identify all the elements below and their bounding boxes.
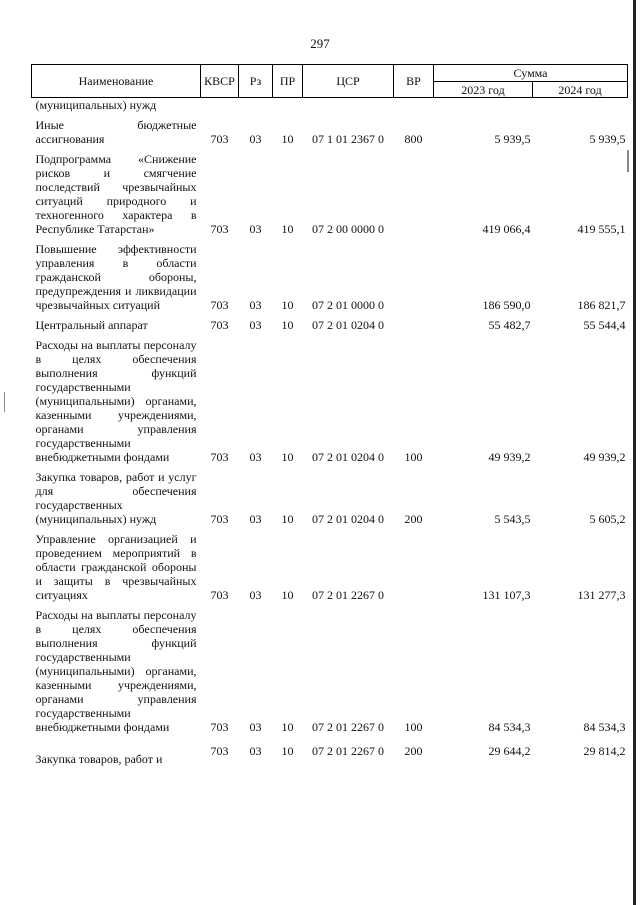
row-rz: 03 — [249, 743, 262, 758]
header-2023: 2023 год — [434, 82, 533, 98]
row-sum-2024: 84 534,3 — [583, 719, 626, 734]
row-csr: 07 2 01 2267 0 — [312, 743, 384, 758]
row-kvsr: 703 — [210, 297, 229, 312]
row-rz: 03 — [249, 297, 262, 312]
row-vr — [394, 316, 434, 336]
row-sum-2024: 5 605,2 — [589, 511, 626, 526]
row-pr: 10 — [281, 297, 294, 312]
table-row — [32, 98, 628, 116]
row-rz: 03 — [249, 511, 262, 526]
row-kvsr — [201, 98, 239, 116]
row-vr — [394, 150, 434, 240]
header-kvsr: КВСР — [201, 65, 239, 98]
row-sum-2023: 5 543,5 — [494, 511, 531, 526]
row-sum-2023: 419 066,4 — [482, 221, 531, 236]
row-kvsr: 703 — [210, 743, 229, 758]
header-2024: 2024 год — [533, 82, 628, 98]
row-rz: 03 — [249, 719, 262, 734]
row-name: Центральный аппарат — [35, 317, 148, 332]
table-row — [32, 316, 628, 336]
row-sum-2024: 419 555,1 — [577, 221, 626, 236]
row-csr: 07 2 01 0204 0 — [312, 449, 384, 464]
row-vr — [394, 98, 434, 116]
row-csr: 07 2 00 0000 0 — [312, 221, 384, 236]
row-csr: 07 2 01 0204 0 — [312, 511, 384, 526]
row-kvsr: 703 — [210, 587, 229, 602]
row-sum-2023: 131 107,3 — [482, 587, 531, 602]
row-vr: 100 — [404, 449, 423, 464]
row-pr: 10 — [281, 131, 294, 146]
row-vr: 100 — [404, 719, 423, 734]
row-vr — [394, 240, 434, 316]
row-vr: 800 — [404, 131, 423, 146]
row-rz: 03 — [249, 587, 262, 602]
row-kvsr: 703 — [210, 511, 229, 526]
row-pr: 10 — [281, 719, 294, 734]
header-csr: ЦСР — [303, 65, 394, 98]
row-rz — [239, 98, 273, 116]
row-pr — [273, 98, 303, 116]
row-pr: 10 — [281, 221, 294, 236]
row-kvsr: 703 — [210, 719, 229, 734]
row-sum-2024: 131 277,3 — [577, 587, 626, 602]
row-kvsr: 703 — [210, 317, 229, 332]
row-kvsr: 703 — [210, 221, 229, 236]
table-row — [32, 336, 628, 468]
row-sum-2024: 55 544,4 — [583, 317, 626, 332]
row-csr — [303, 98, 394, 116]
row-vr: 200 — [404, 743, 423, 758]
row-rz: 03 — [249, 449, 262, 464]
row-sum-2023: 29 644,2 — [488, 743, 531, 758]
row-name: Расходы на выплаты персоналу в целях обеспечения выполнения функций государственными (муниципальными) органами, казенными учреждениями, органами управления государственными внебюджетными фондами — [35, 337, 197, 464]
row-csr: 07 2 01 2267 0 — [312, 719, 384, 734]
table-row — [32, 738, 628, 770]
row-rz: 03 — [249, 221, 262, 236]
table-row — [32, 240, 628, 316]
header-sum: Сумма — [434, 65, 628, 82]
header-vr: ВР — [394, 65, 434, 98]
row-sum-2024: 29 814,2 — [583, 743, 626, 758]
row-sum-2024 — [533, 98, 628, 116]
header-pr: ПР — [273, 65, 303, 98]
row-sum-2023: 84 534,3 — [488, 719, 531, 734]
row-name: Управление организацией и проведением мероприятий в области гражданской обороны и защиты в чрезвычайных ситуациях — [35, 531, 197, 602]
row-name: (муниципальных) нужд — [35, 98, 157, 112]
row-pr: 10 — [281, 449, 294, 464]
row-name: Закупка товаров, работ и услуг для обеспечения государственных (муниципальных) нужд — [35, 469, 197, 526]
row-vr: 200 — [404, 511, 423, 526]
table-row — [32, 116, 628, 150]
row-sum-2024: 5 939,5 — [589, 131, 626, 146]
row-kvsr: 703 — [210, 449, 229, 464]
scan-mark-left — [4, 392, 5, 412]
row-vr — [394, 530, 434, 606]
row-rz: 03 — [249, 317, 262, 332]
row-csr: 07 2 01 0204 0 — [312, 317, 384, 332]
page-number: 297 — [310, 36, 330, 51]
row-csr: 07 2 01 0000 0 — [312, 297, 384, 312]
row-sum-2024: 186 821,7 — [577, 297, 626, 312]
row-sum-2023: 55 482,7 — [488, 317, 531, 332]
row-pr: 10 — [281, 743, 294, 758]
row-name: Закупка товаров, работ и — [35, 751, 163, 766]
row-csr: 07 2 01 2267 0 — [312, 587, 384, 602]
row-kvsr: 703 — [210, 131, 229, 146]
row-sum-2023: 5 939,5 — [494, 131, 531, 146]
table-row — [32, 530, 628, 606]
row-pr: 10 — [281, 587, 294, 602]
table-row — [32, 606, 628, 738]
row-name: Подпрограмма «Снижение рисков и смягчение последствий чрезвычайных ситуаций природного и техногенного характера в Республике Татарстан» — [35, 151, 197, 236]
row-csr: 07 1 01 2367 0 — [312, 131, 384, 146]
budget-table — [31, 64, 628, 770]
table-row — [32, 150, 628, 240]
row-sum-2023: 186 590,0 — [482, 297, 531, 312]
row-rz: 03 — [249, 131, 262, 146]
row-sum-2023: 49 939,2 — [488, 449, 531, 464]
row-sum-2023 — [434, 98, 533, 116]
scan-border — [633, 0, 636, 905]
header-name: Наименование — [32, 65, 201, 98]
table-row — [32, 468, 628, 530]
row-name: Повышение эффективности управления в области гражданской обороны, предупреждения и ликвидации чрезвычайных ситуаций — [35, 241, 197, 312]
row-name: Иные бюджетные ассигнования — [35, 117, 197, 146]
row-name: Расходы на выплаты персоналу в целях обеспечения выполнения функций государственными (муниципальными) органами, казенными учреждениями, органами управления государственными внебюджетными фондами — [35, 607, 197, 734]
row-sum-2024: 49 939,2 — [583, 449, 626, 464]
row-pr: 10 — [281, 511, 294, 526]
header-rz: Рз — [239, 65, 273, 98]
row-pr: 10 — [281, 317, 294, 332]
